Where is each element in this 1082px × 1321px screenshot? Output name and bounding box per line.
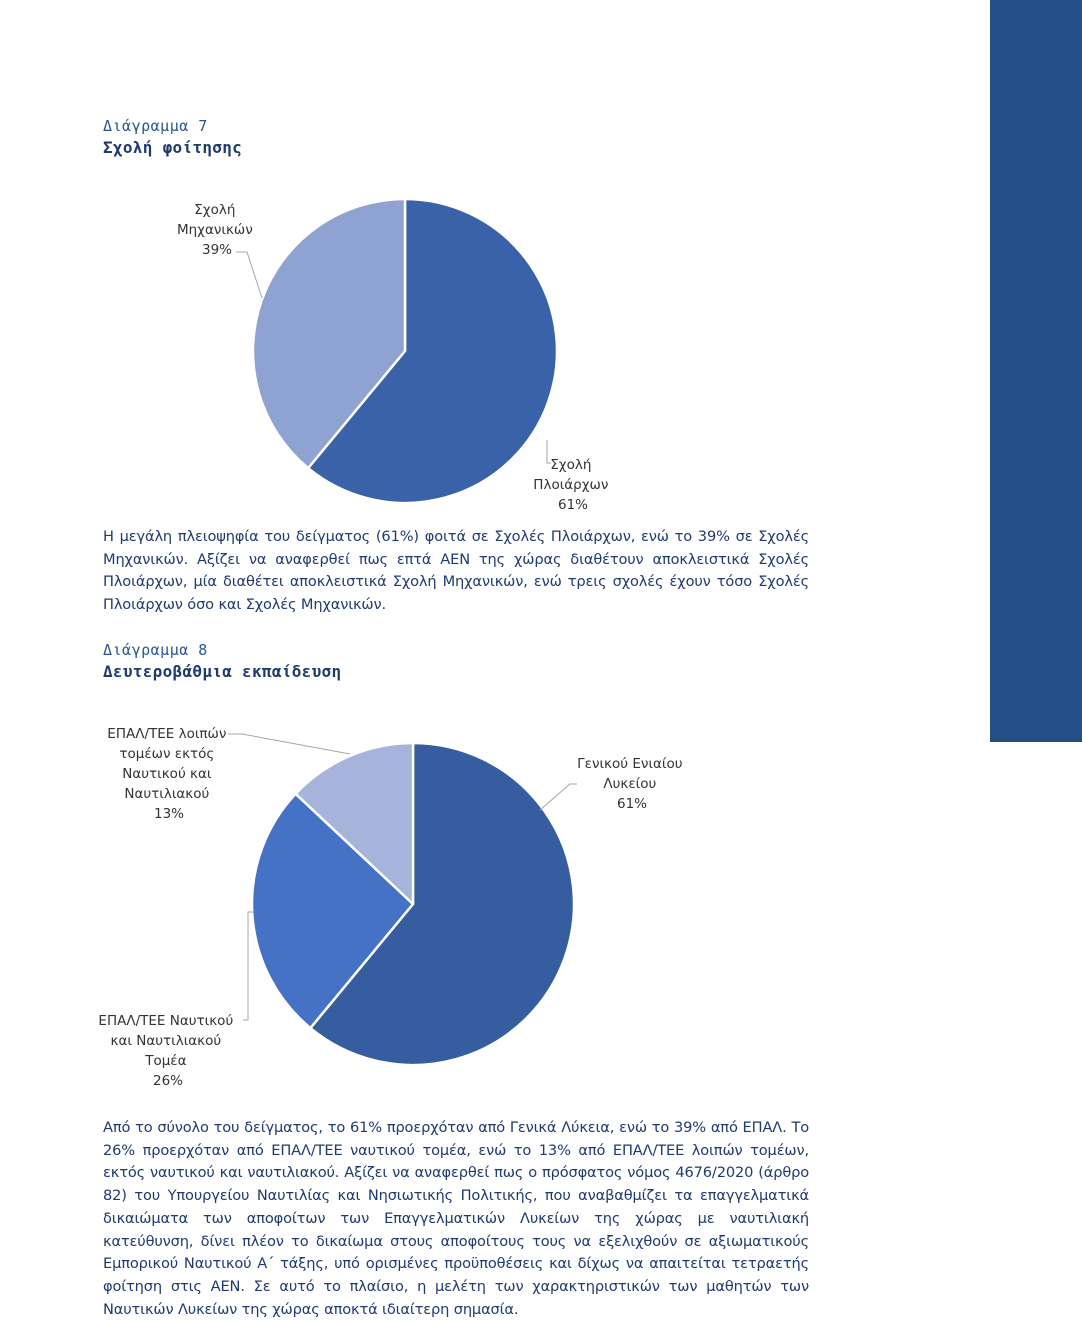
pie2-label-naval-epal-line1: ΕΠΑΛ/ΤΕΕ Ναυτικού	[98, 1013, 234, 1029]
leader-line-engineers	[236, 252, 262, 298]
pie2-label-other-epal-line3: Ναυτικού και	[122, 766, 212, 782]
figure7-label: Διάγραμμα 7	[103, 117, 208, 135]
pie2-label-other-epal	[107, 726, 230, 822]
pie2-label-naval-epal-line3: Τομέα	[145, 1053, 187, 1069]
pie1-label-engineers-line1: Σχολή	[194, 202, 236, 218]
pie2-label-naval-epal	[98, 1013, 237, 1089]
figure7-title: Σχολή φοίτησης	[103, 138, 243, 157]
pie2-label-naval-epal-line2: και Ναυτιλιακού	[110, 1033, 222, 1049]
pie2-label-other-epal-line1: ΕΠΑΛ/ΤΕΕ λοιπών	[107, 726, 227, 742]
pie2-label-general-lyceum-line2: Λυκείου	[603, 776, 657, 792]
leader-line-other-epal	[228, 734, 350, 754]
pie2-label-other-epal-line2: τομέων εκτός	[119, 746, 215, 762]
pie1-label-engineers-line2: Μηχανικών	[176, 222, 253, 238]
pie2-label-naval-epal-pct: 26%	[152, 1073, 184, 1089]
pie2-label-general-lyceum-line1: Γενικού Ενιαίου	[577, 756, 683, 772]
pie-chart-school	[253, 199, 557, 503]
pie1-label-engineers	[177, 202, 257, 258]
pie1-label-captains	[533, 457, 612, 513]
pie2-label-general-lyceum-pct: 61%	[616, 796, 648, 812]
pie1-label-captains-line1: Σχολή	[550, 457, 592, 473]
paragraph-secondary-education-analysis: Από το σύνολο του δείγματος, το 61% προερχόταν από Γενικά Λύκεια, ενώ το 39% από ΕΠΑΛ. Το 26% προερχόταν από ΕΠΑΛ/ΤΕΕ ναυτικού τομέα, ενώ το 13% από ΕΠΑΛ/ΤΕΕ λοιπών τομέων, εκτός ναυτικού και ναυτιλιακού. Αξίζει να αναφερθεί πως ο πρόσφατος νόμος 4676/2020 (άρθρο 82) του Υπουργείου Ναυτιλίας και Νησιωτικής Πολιτικής, που αναβαθμίζει τα επαγγελματικά δικαιώματα των αποφοίτων των Επαγγελματικών Λυκείων της χώρας με ναυτιλιακή κατεύθυνση, δίνει πλέον το δικαίωμα στους αποφοίτους τους να εξελιχθούν σε αξιωματικούς Εμπορικού Ναυτικού Α΄ τάξης, υπό ορισμένες προϋποθέσεις και δίχως να απαιτείται τετραετής φοίτηση στις ΑΕΝ. Σε αυτό το πλαίσιο, η μελέτη των χαρακτηριστικών των μαθητών των Ναυτικών Λυκείων της χώρας αποκτά ιδιαίτερη σημασία.	[103, 1119, 809, 1318]
leader-line-naval-epal	[243, 912, 254, 1020]
pie1-label-captains-line2: Πλοιάρχων	[533, 477, 609, 493]
paragraph-school-analysis: Η μεγάλη πλειοψηφία του δείγματος (61%) φοιτά σε Σχολές Πλοιάρχων, ενώ το 39% σε Σχολές Μηχανικών. Αξίζει να αναφερθεί πως επτά ΑΕΝ της χώρας διαθέτουν αποκλειστικά Σχολές Πλοιάρχων, μία διαθέτει αποκλειστικά Σχολή Μηχανικών, ενώ τρεις σχολές έχουν τόσο Σχολές Πλοιάρχων όσο και Σχολές Μηχανικών.	[103, 528, 809, 614]
pie2-label-general-lyceum	[577, 756, 687, 812]
pie1-label-engineers-pct: 39%	[201, 242, 233, 258]
pie2-label-other-epal-line4: Ναυτιλιακού	[124, 786, 210, 802]
figure8-title: Δευτεροβάθμια εκπαίδευση	[103, 662, 342, 681]
pie1-label-captains-pct: 61%	[557, 497, 589, 513]
pie-chart-secondary-education	[252, 743, 574, 1065]
pie2-label-other-epal-pct: 13%	[153, 806, 185, 822]
figure8-label: Διάγραμμα 8	[103, 641, 208, 659]
leader-line-general-lyceum	[540, 784, 577, 810]
